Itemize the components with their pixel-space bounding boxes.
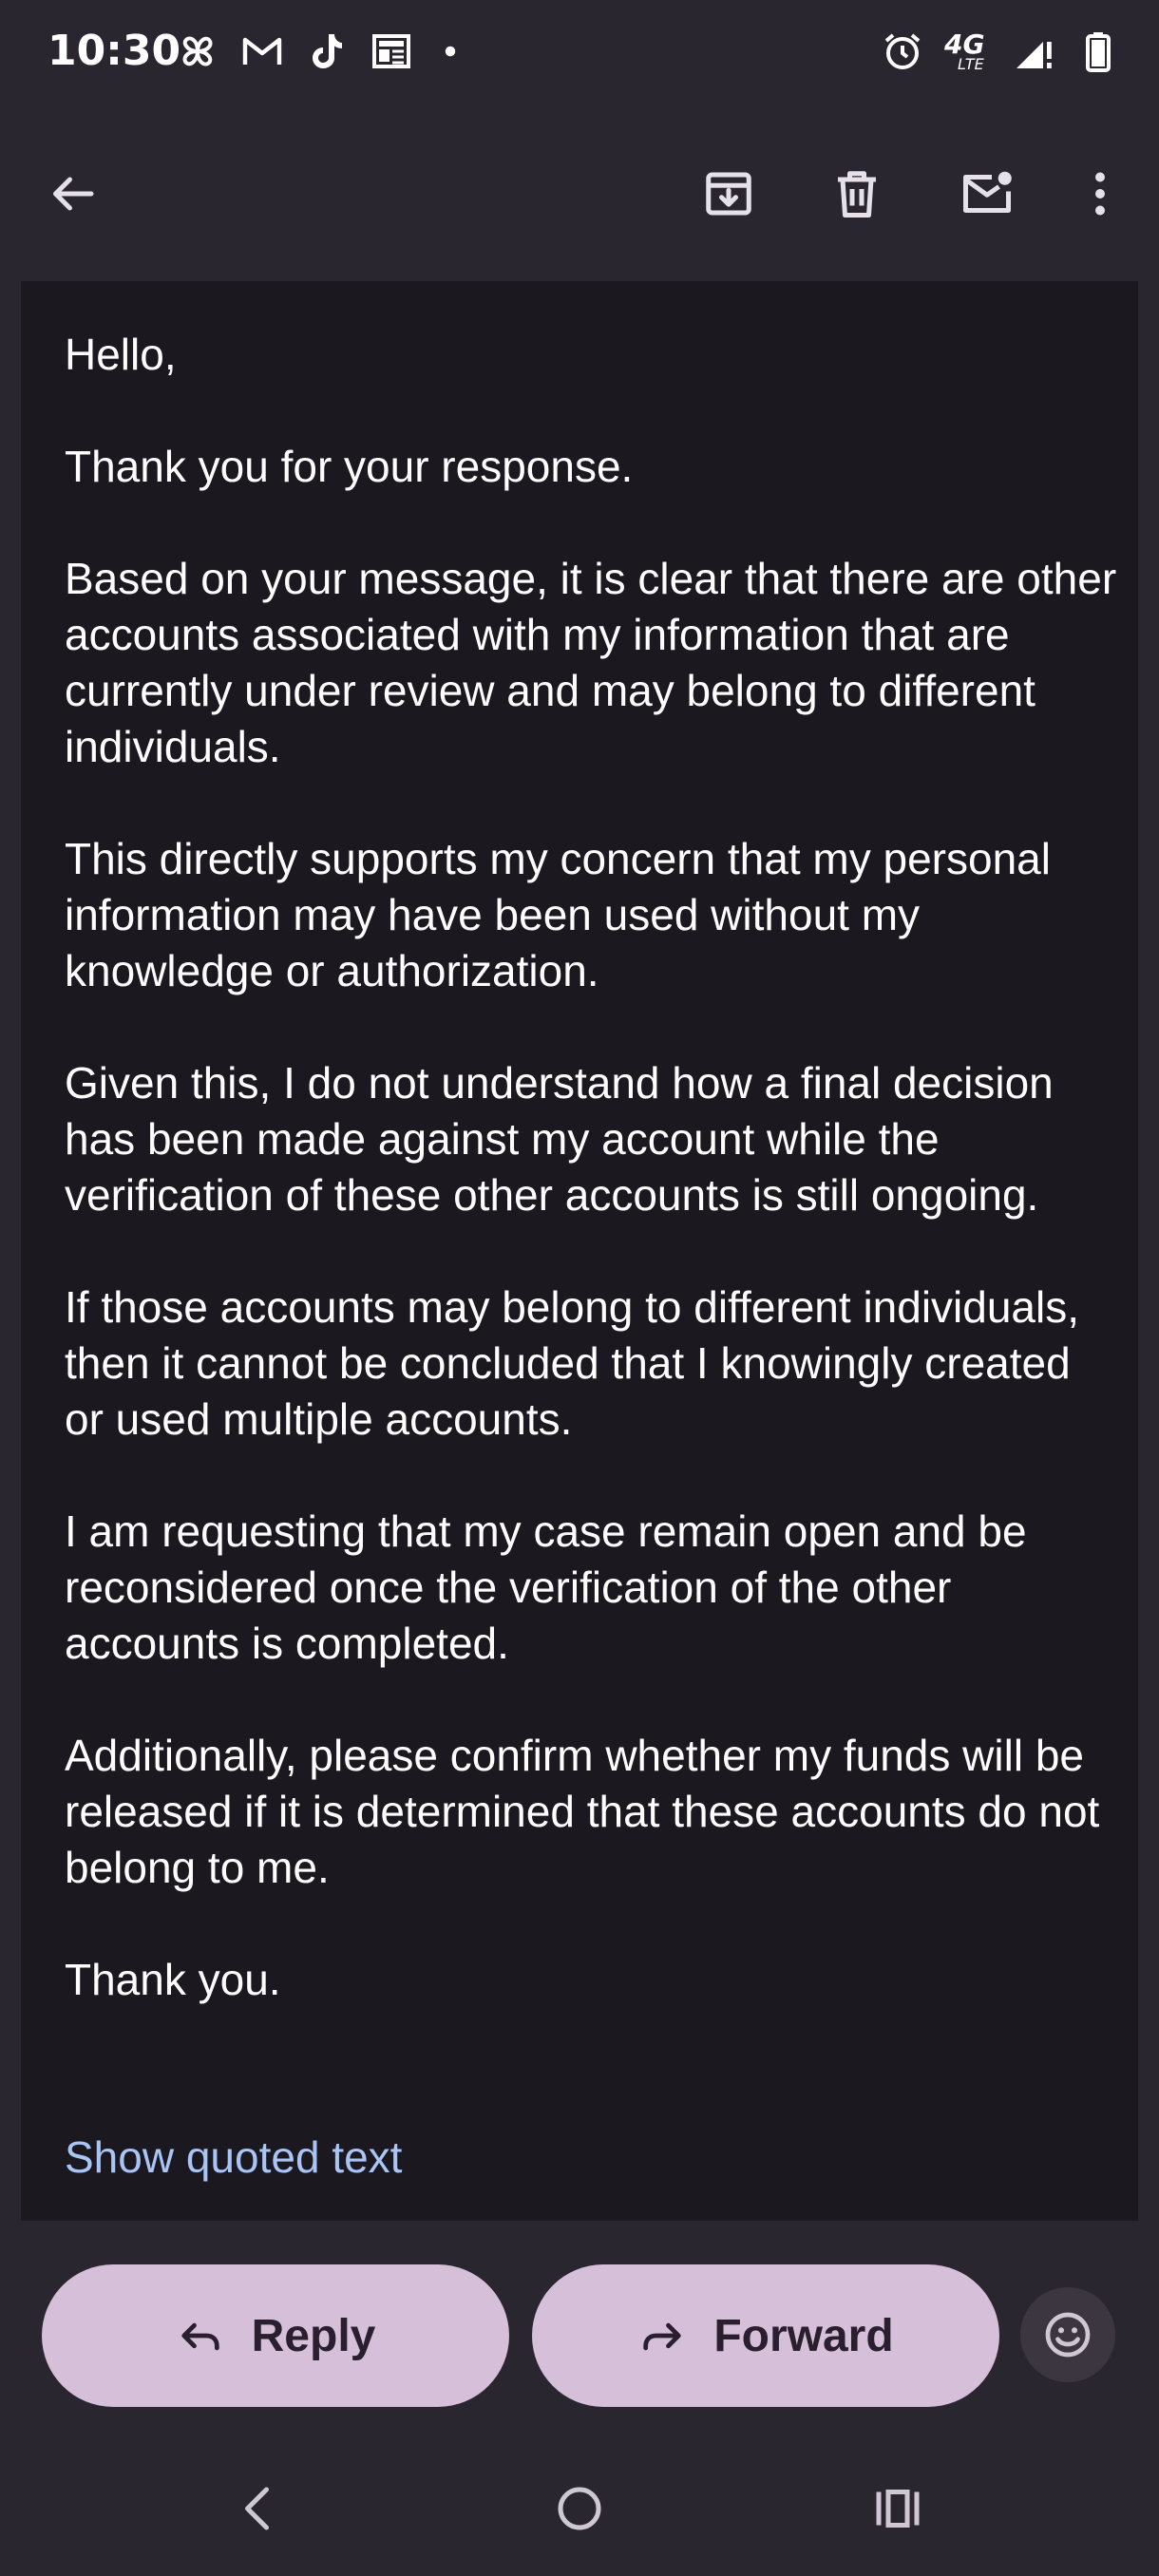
nav-recents-icon <box>869 2480 926 2537</box>
forward-label: Forward <box>713 2310 894 2361</box>
system-icons <box>880 28 1121 74</box>
reply-label: Reply <box>251 2310 376 2361</box>
alarm-icon <box>880 28 925 74</box>
email-paragraph: This directly supports my concern that my personal information may have been used without my knowledge or authorization. <box>65 834 1051 995</box>
delete-button[interactable] <box>823 160 891 228</box>
mark-unread-button[interactable] <box>953 160 1021 228</box>
delete-icon <box>828 165 885 222</box>
battery-icon <box>1075 28 1121 74</box>
email-paragraph: Thank you for your response. <box>65 442 634 491</box>
show-quoted-text-link[interactable]: Show quoted text <box>65 2132 403 2182</box>
gmail-icon <box>239 28 285 74</box>
email-message <box>21 281 1138 2221</box>
email-paragraph: Based on your message, it is clear that there are other accounts associated with my information that are currently under review and may belong to different individuals. <box>65 554 1117 771</box>
back-button[interactable] <box>38 160 106 228</box>
reply-button[interactable] <box>42 2264 509 2407</box>
4g-lte-icon: 4G LTE <box>944 28 985 73</box>
email-body <box>65 327 1119 2064</box>
network-type-label: 4G <box>944 28 985 60</box>
message-actions <box>0 2221 1159 2439</box>
back-arrow-icon <box>44 165 101 222</box>
more-options-button[interactable] <box>1066 160 1134 228</box>
nav-home-button[interactable] <box>546 2475 613 2542</box>
nav-back-button[interactable] <box>226 2475 293 2542</box>
status-time: 10:30 <box>48 27 181 75</box>
system-navigation-bar <box>0 2439 1159 2576</box>
news-icon <box>369 28 414 74</box>
email-toolbar <box>0 106 1159 281</box>
archive-button[interactable] <box>694 160 763 228</box>
forward-icon <box>637 2311 687 2360</box>
more-options-icon <box>1072 165 1129 222</box>
forward-button[interactable] <box>532 2264 999 2407</box>
mark-unread-icon <box>959 165 1016 222</box>
email-paragraph: I am requesting that my case remain open and be reconsidered once the verification of the other accounts is completed. <box>65 1506 1027 1668</box>
signal-icon <box>1011 28 1056 74</box>
pinwheel-icon <box>175 28 220 74</box>
notification-icons <box>175 28 467 74</box>
nav-home-icon <box>551 2480 608 2537</box>
dot-icon <box>433 28 467 74</box>
email-paragraph: Hello, <box>65 330 177 379</box>
archive-icon <box>700 165 757 222</box>
emoji-reaction-button[interactable] <box>1020 2287 1115 2382</box>
email-paragraph: If those accounts may belong to different individuals, then it cannot be concluded that I knowingly created or used multiple accounts. <box>65 1282 1080 1444</box>
email-paragraph: Thank you. <box>65 1955 281 2004</box>
reply-icon <box>176 2311 225 2360</box>
email-paragraph: Given this, I do not understand how a final decision has been made against my account while the verification of these other accounts is still ongoing. <box>65 1058 1054 1220</box>
status-bar <box>0 0 1159 106</box>
smiley-icon <box>1041 2308 1094 2361</box>
email-paragraph: Additionally, please confirm whether my funds will be released if it is determined that these accounts do not belong to me. <box>65 1731 1100 1892</box>
nav-back-icon <box>231 2480 288 2537</box>
nav-recents-button[interactable] <box>864 2475 931 2542</box>
tiktok-icon <box>304 28 350 74</box>
